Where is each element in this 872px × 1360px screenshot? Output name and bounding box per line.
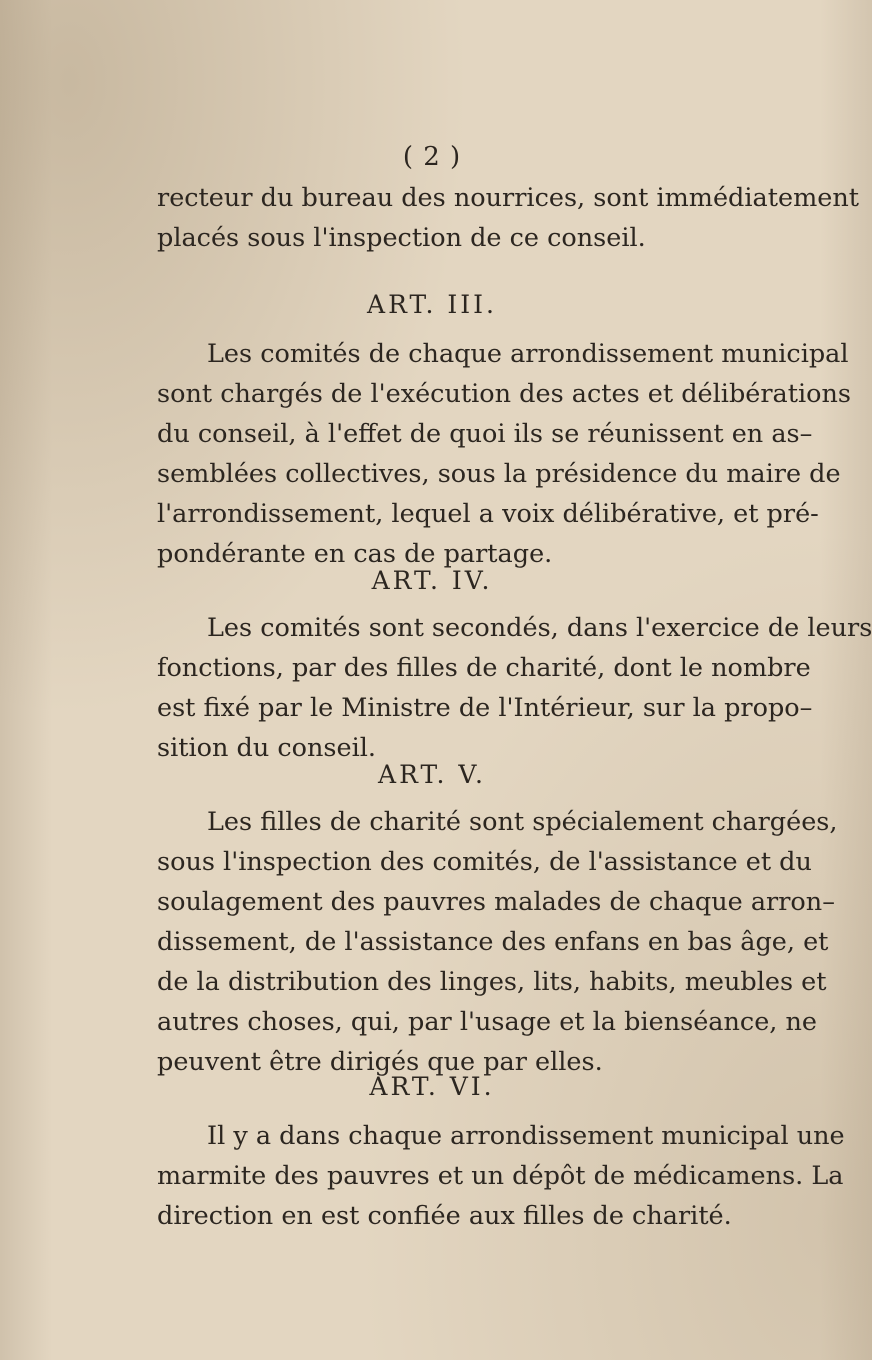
paragraph-line: Les comités de chaque arrondissement municipal bbox=[207, 339, 849, 369]
paragraph-line: du conseil, à l'effet de quoi ils se réunissent en as– bbox=[157, 419, 813, 449]
paragraph-line: soulagement des pauvres malades de chaque arron– bbox=[157, 887, 835, 917]
paragraph-line: Les filles de charité sont spécialement chargées, bbox=[207, 807, 838, 837]
paragraph-line: de la distribution des linges, lits, habits, meubles et bbox=[157, 967, 827, 997]
article-4-body bbox=[157, 608, 872, 768]
paragraph-continuation bbox=[157, 178, 860, 258]
article-5-body bbox=[157, 802, 838, 1082]
paragraph-line: Les comités sont secondés, dans l'exercice de leurs bbox=[207, 613, 872, 643]
article-heading-5: ART. V. bbox=[378, 760, 486, 789]
page-number: ( 2 ) bbox=[402, 142, 462, 172]
article-3-body bbox=[157, 334, 852, 574]
article-6-body bbox=[157, 1116, 845, 1236]
paragraph-line: est fixé par le Ministre de l'Intérieur, sur la propo– bbox=[157, 693, 813, 723]
article-heading-4: ART. IV. bbox=[371, 566, 493, 595]
paragraph-line: sous l'inspection des comités, de l'assistance et du bbox=[157, 847, 812, 877]
paragraph-line: direction en est confiée aux filles de charité. bbox=[157, 1201, 732, 1231]
paragraph-line: sont chargés de l'exécution des actes et délibérations bbox=[157, 379, 852, 409]
paragraph-line: placés sous l'inspection de ce conseil. bbox=[157, 223, 646, 253]
paragraph-line: semblées collectives, sous la présidence du maire de bbox=[157, 459, 841, 489]
paragraph-line: sition du conseil. bbox=[157, 733, 377, 763]
paragraph-line: Il y a dans chaque arrondissement municipal une bbox=[207, 1121, 845, 1151]
paragraph-line: l'arrondissement, lequel a voix délibérative, et pré- bbox=[157, 499, 819, 529]
paragraph-line: pondérante en cas de partage. bbox=[157, 539, 553, 569]
paragraph-line: peuvent être dirigés que par elles. bbox=[157, 1047, 603, 1077]
paragraph-line: fonctions, par des filles de charité, dont le nombre bbox=[157, 653, 811, 683]
paragraph-line: recteur du bureau des nourrices, sont immédiatement bbox=[157, 183, 860, 213]
paragraph-line: dissement, de l'assistance des enfans en bas âge, et bbox=[157, 927, 829, 957]
article-heading-3: ART. III. bbox=[367, 290, 497, 319]
paragraph-line: autres choses, qui, par l'usage et la bienséance, ne bbox=[157, 1007, 818, 1037]
paragraph-line: marmite des pauvres et un dépôt de médicamens. La bbox=[157, 1161, 844, 1191]
article-heading-6: ART. VI. bbox=[369, 1072, 495, 1101]
